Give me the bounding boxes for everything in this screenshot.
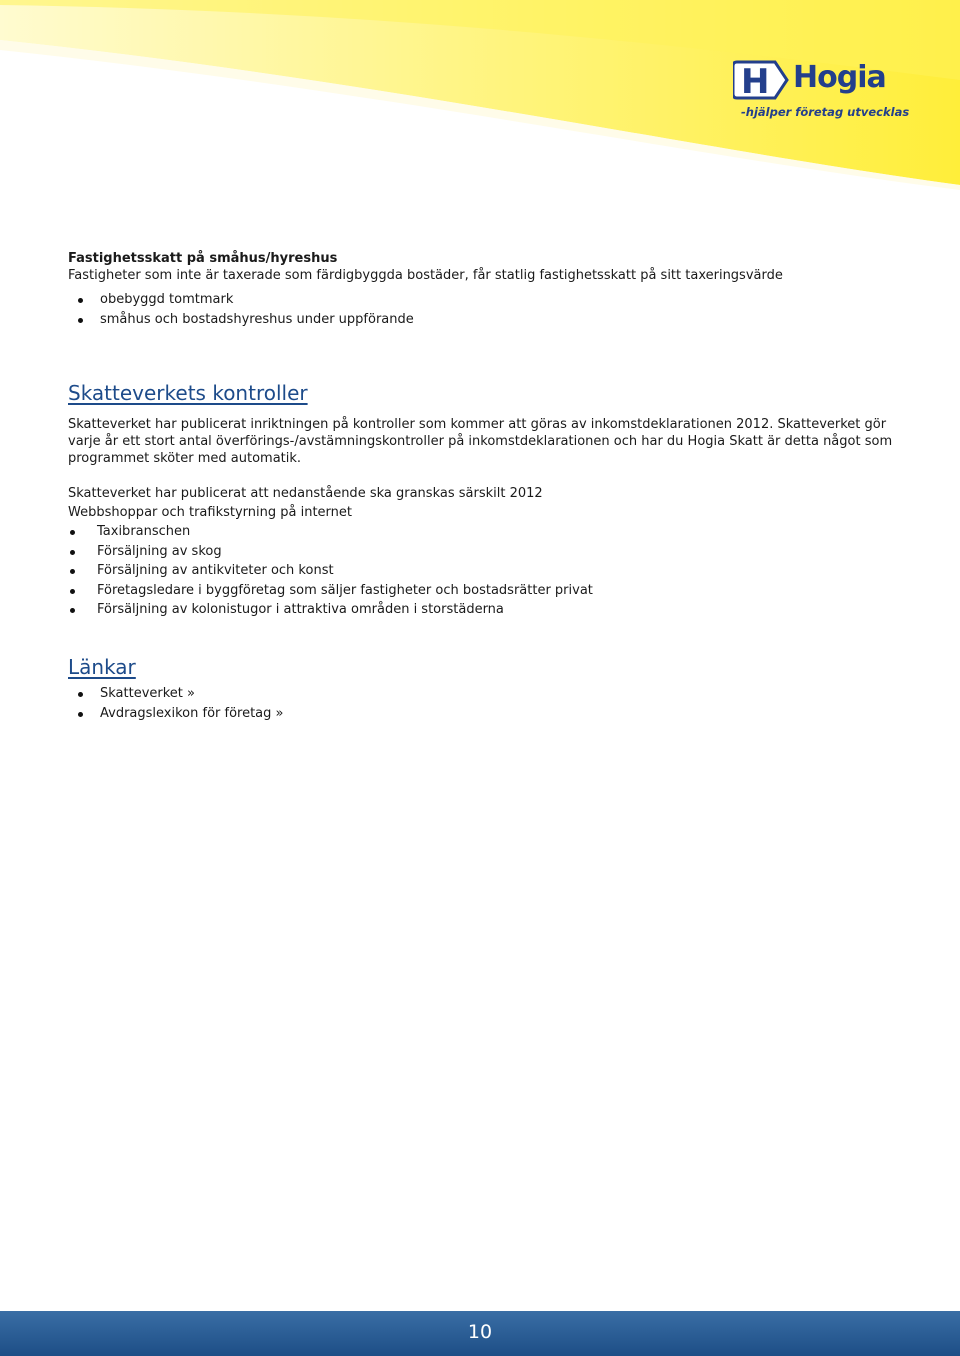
hogia-logo xyxy=(733,58,910,128)
logo-wordmark: Hogia xyxy=(793,60,886,95)
property-tax-title: Fastighetsskatt på småhus/hyreshus xyxy=(68,251,338,266)
links-list xyxy=(68,684,898,724)
page-footer xyxy=(0,1311,960,1356)
link-skatteverket[interactable]: Skatteverket » xyxy=(68,684,898,704)
logo-letter: H xyxy=(741,62,770,100)
property-tax-intro: Fastigheter som inte är taxerade som färdigbyggda bostäder, får statlig fastighetsskatt på sitt taxeringsvärde xyxy=(68,268,783,283)
list-item: småhus och bostadshyreshus under uppförande xyxy=(68,310,898,330)
property-tax-list xyxy=(68,290,898,330)
property-tax-section xyxy=(68,250,898,330)
list-item: Försäljning av skog xyxy=(68,542,898,562)
logo-tagline: -hjälper företag utvecklas xyxy=(741,105,910,119)
controls-heading: Skatteverkets kontroller xyxy=(68,381,308,405)
controls-paragraph: Skatteverket har publicerat inriktningen på kontroller som kommer att göras av inkomstdeklarationen 2012. Skatteverket gör varje år ett stort antal överförings-/avstämningskontroller på inkomstdeklarationen och har du Hogia Skatt är detta något som programmet sköter med automatik. xyxy=(68,417,893,466)
links-section xyxy=(68,654,898,724)
links-heading: Länkar xyxy=(68,654,136,679)
controls-list-intro-2: Webbshoppar och trafikstyrning på internet xyxy=(68,505,353,520)
controls-list xyxy=(68,522,898,620)
link-avdragslexikon[interactable]: Avdragslexikon för företag » xyxy=(68,704,898,724)
list-item: Taxibranschen xyxy=(68,522,898,542)
page-number: 10 xyxy=(467,1321,493,1343)
list-item: Företagsledare i byggföretag som säljer fastigheter och bostadsrätter privat xyxy=(68,581,898,601)
list-item: Försäljning av kolonistugor i attraktiva områden i storstäderna xyxy=(68,600,898,620)
controls-section xyxy=(68,380,898,620)
controls-list-intro: Skatteverket har publicerat att nedanstående ska granskas särskilt 2012 xyxy=(68,486,543,501)
hogia-h-emblem xyxy=(733,60,789,100)
main-content xyxy=(68,250,898,724)
list-item: obebyggd tomtmark xyxy=(68,290,898,310)
list-item: Försäljning av antikviteter och konst xyxy=(68,561,898,581)
